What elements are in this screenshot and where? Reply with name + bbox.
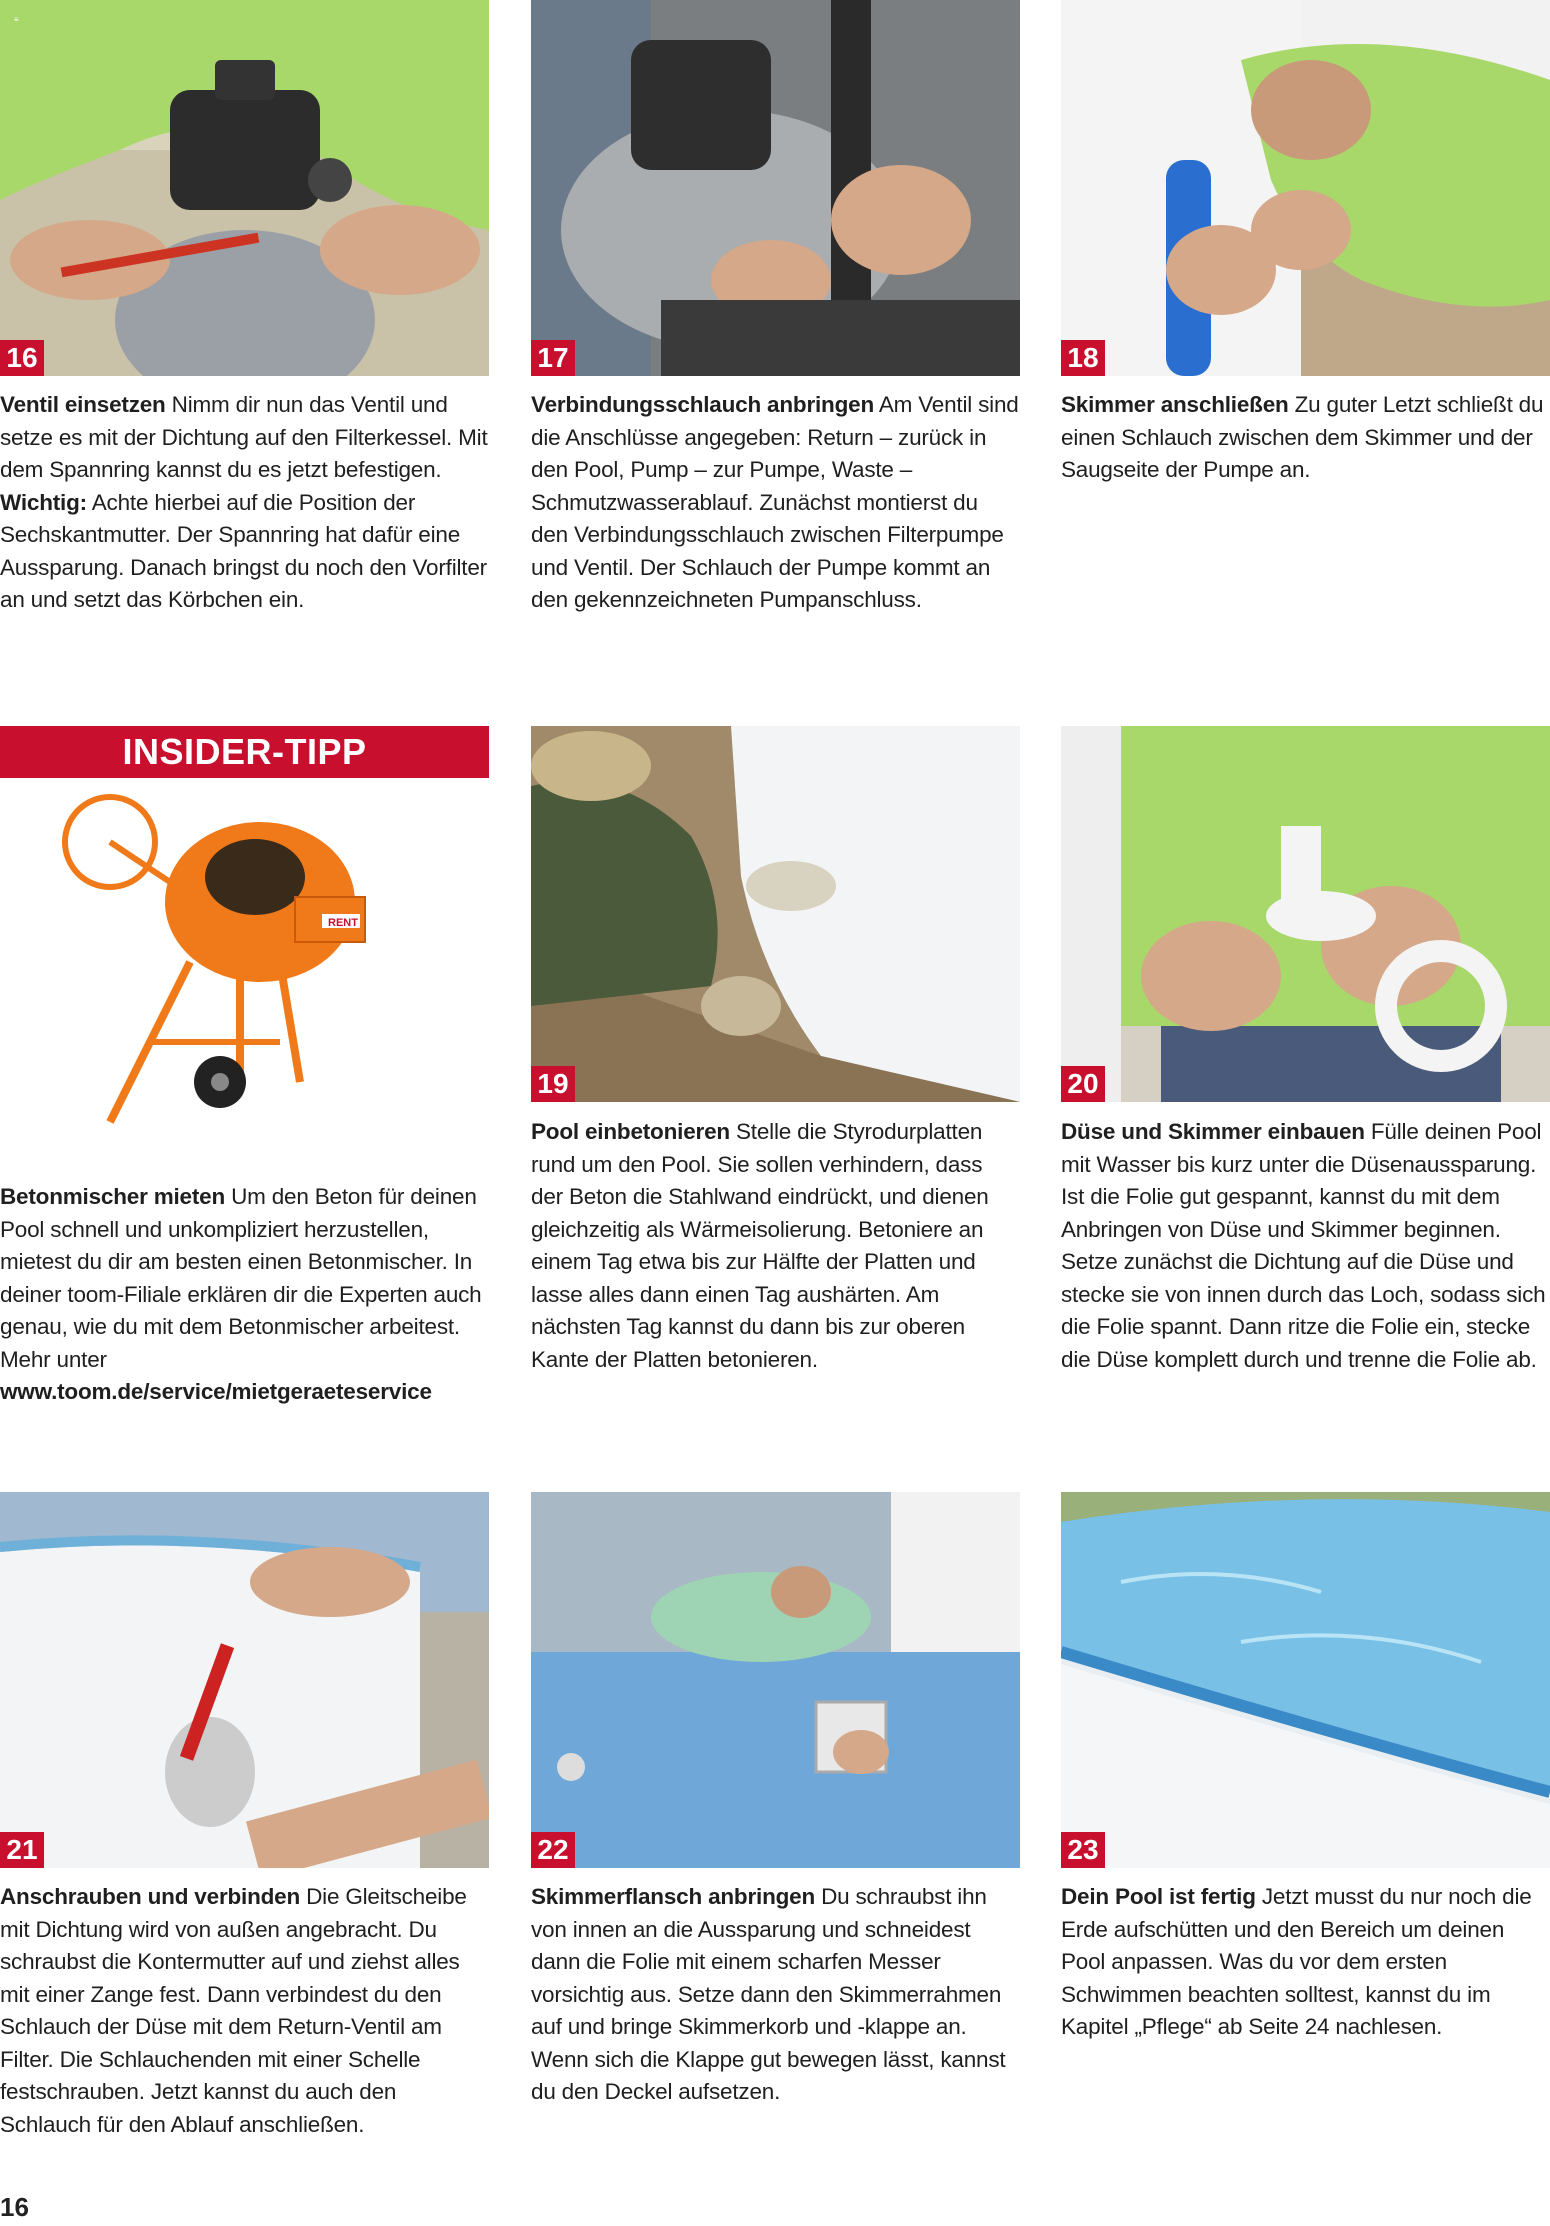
insider-tip-text: Um den Beton für deinen Pool schnell und unkompliziert herzustellen, mietest du dir am besten einen Betonmischer. In deiner toom-Filiale erklären dir die Experten auch genau, wie du mit dem Betonmischer arbeitest. Mehr unter (0, 1184, 482, 1372)
finished-pool-photo-illustration (1061, 1492, 1550, 1868)
step-title: Skimmer anschließen (1061, 392, 1289, 417)
step-text: Nimm dir nun das Ventil und setze es mit der Dichtung auf den Filterkessel. Mit dem Spannring kannst du es jetzt befestigen. (0, 392, 488, 482)
valve-photo-illustration (0, 0, 489, 376)
hose-photo-illustration (531, 0, 1020, 376)
photo-step-23 (1061, 1492, 1550, 1868)
step-22-description (531, 1881, 1020, 2109)
nozzle-photo-illustration (1061, 726, 1550, 1102)
step-number-badge: 21 (0, 1832, 44, 1868)
step-text: Fülle deinen Pool mit Wasser bis kurz unter die Düsenaussparung. Ist die Folie gut gespannt, kannst du mit dem Anbringen von Düse und Skimmer beginnen. Setze zunächst die Dichtung auf die Düse und stecke sie von innen durch das Loch, sodass sich die Folie spannt. Dann ritze die Folie ein, stecke die Düse komplett durch und trenne die Folie ab. (1061, 1119, 1546, 1372)
step-21-description (0, 1881, 489, 2141)
step-text: Du schraubst ihn von innen an die Aussparung und schneidest dann die Folie mit einem scharfen Messer vorsichtig aus. Setze dann den Skimmerrahmen auf und bringe Skimmerkorb und -klappe an. Wenn sich die Klappe gut bewegen lässt, kannst du den Deckel aufsetzen. (531, 1884, 1006, 2104)
step-number-badge: 18 (1061, 340, 1105, 376)
photo-step-16 (0, 0, 489, 376)
step-text: Die Gleitscheibe mit Dichtung wird von außen angebracht. Du schraubst die Kontermutter auf und ziehst alles mit einer Zange fest. Dann verbindest du den Schlauch der Düse mit dem Return-Ventil am Filter. Die Schlauchenden mit einer Schelle festschrauben. Jetzt kannst du auch den Schlauch für den Ablauf anschließen. (0, 1884, 467, 2137)
pliers-photo-illustration (0, 1492, 489, 1868)
mietgeraeteservice-link[interactable]: www.toom.de/service/mietgeraeteservice (0, 1379, 432, 1404)
photo-step-18 (1061, 0, 1550, 376)
step-17-description (531, 389, 1020, 617)
step-title: Skimmerflansch anbringen (531, 1884, 816, 1909)
step-text: Zu guter Letzt schließt du einen Schlauch zwischen dem Skimmer und der Saugseite der Pumpe an. (1061, 392, 1544, 482)
insider-tip-description (0, 1181, 489, 1409)
step-text: Am Ventil sind die Anschlüsse angegeben: Return – zurück in den Pool, Pump – zur Pumpe, Waste – Schmutzwasserablauf. Zunächst montierst du den Verbindungsschlauch zwischen Filterpumpe und Ventil. Der Schlauch der Pumpe kommt an den gekennzeichneten Pumpanschluss. (531, 392, 1019, 612)
step-text-continued: Achte hierbei auf die Position der Sechskantmutter. Der Spannring hat dafür eine Aussparung. Danach bringst du noch den Vorfilter an und setzt das Körbchen ein. (0, 489, 487, 612)
step-16-description (0, 389, 489, 617)
step-important-label: Wichtig: (0, 489, 87, 515)
corner-mark: ≡ (14, 15, 19, 24)
step-title: Dein Pool ist fertig (1061, 1884, 1256, 1909)
step-title: Anschrauben und verbinden (0, 1884, 301, 1909)
step-text: Stelle die Styrodurplatten rund um den Pool. Sie sollen verhindern, dass der Beton die Stahlwand eindrückt, und dienen gleichzeitig als Wärmeisolierung. Betoniere an einem Tag etwa bis zur Hälfte der Platten und lasse alles dann einen Tag aushärten. Am nächsten Tag kannst du dann bis zur oberen Kante der Platten betonieren. (531, 1119, 989, 1372)
step-number-badge: 23 (1061, 1832, 1105, 1868)
photo-step-17 (531, 0, 1020, 376)
skimmer-photo-illustration (1061, 0, 1550, 376)
insider-tip-title: Betonmischer mieten (0, 1184, 226, 1209)
step-number-badge: 19 (531, 1066, 575, 1102)
photo-step-22 (531, 1492, 1020, 1868)
step-title: Pool einbetonieren (531, 1119, 730, 1144)
photo-step-21 (0, 1492, 489, 1868)
photo-step-19 (531, 726, 1020, 1102)
step-number-badge: 22 (531, 1832, 575, 1868)
step-text: Jetzt musst du nur noch die Erde aufschütten und den Bereich um deinen Pool anpassen. Was du vor dem ersten Schwimmen beachten solltest, kannst du im Kapitel „Pflege“ ab Seite 24 nachlesen. (1061, 1884, 1532, 2039)
step-19-description (531, 1116, 1020, 1376)
step-number-badge: 17 (531, 340, 575, 376)
page-number: 16 (0, 2192, 29, 2222)
mixer-rent-label: RENT (328, 917, 358, 929)
styrodur-photo-illustration (531, 726, 1020, 1102)
photo-step-20 (1061, 726, 1550, 1102)
step-number-badge: 20 (1061, 1066, 1105, 1102)
skimmer-flange-photo-illustration (531, 1492, 1020, 1868)
step-title: Düse und Skimmer einbauen (1061, 1119, 1365, 1144)
concrete-mixer-illustration (40, 782, 440, 1162)
step-18-description (1061, 389, 1550, 487)
step-number-badge: 16 (0, 340, 44, 376)
step-23-description (1061, 1881, 1550, 2044)
step-20-description (1061, 1116, 1550, 1376)
insider-tip-banner: INSIDER-TIPP (0, 726, 489, 778)
concrete-mixer-image (40, 782, 440, 1162)
step-title: Ventil einsetzen (0, 392, 166, 417)
step-title: Verbindungsschlauch anbringen (531, 392, 875, 417)
